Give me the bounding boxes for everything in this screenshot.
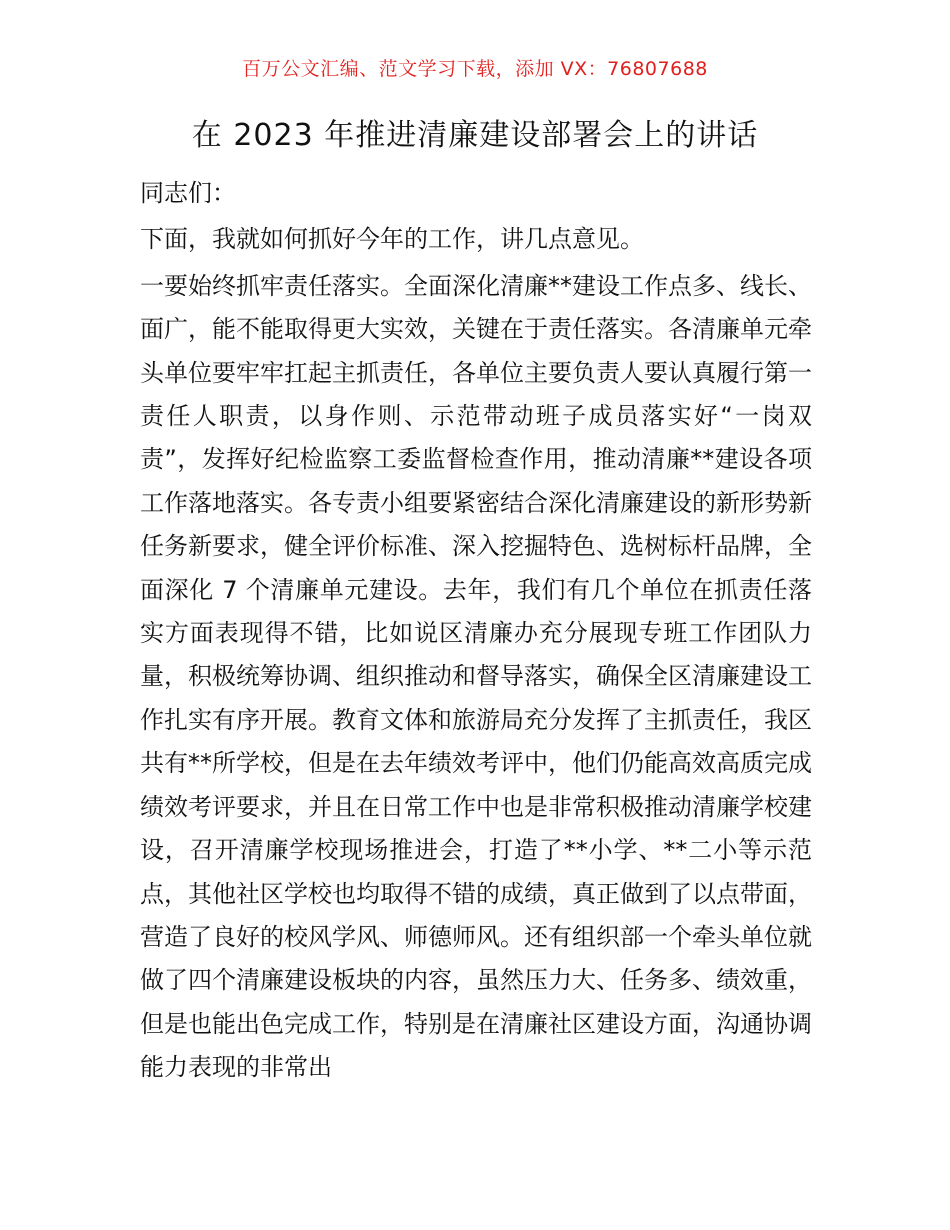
greeting: 同志们： <box>140 179 236 207</box>
paragraph: 下面，我就如何抓好今年的工作，讲几点意见。 <box>140 225 644 254</box>
document-body <box>140 172 812 1090</box>
document-title: 在 2023 年推进清廉建设部署会上的讲话 <box>191 118 759 153</box>
header-watermark: 百万公文汇编、范文学习下载，添加 VX：76807688 <box>242 58 708 80</box>
paragraph: 一要始终抓牢责任落实。全面深化清廉**建设工作点多、线长、面广，能不能取得更大实效，关键在于责任落实。各清廉单元牵头单位要牢牢扛起主抓责任，各单位主要负责人要认真履行第一责任人职责，以身作则、示范带动班子成员落实好“一岗双责”，发挥好纪检监察工委监督检查作用，推动清廉**建设各项工作落地落实。各专责小组要紧密结合深化清廉建设的新形势新任务新要求，健全评价标准、深入挖掘特色、选树标杆品牌，全面深化 7 个清廉单元建设。去年，我们有几个单位在抓责任落实方面表现得不错，比如说区清廉办充分展现专班工作团队力量，积极统筹协调、组织推动和督导落实，确保全区清廉建设工作扎实有序开展。教育文体和旅游局充分发挥了主抓责任，我区共有**所学校，但是在去年绩效考评中，他们仍能高效高质完成绩效考评要求，并且在日常工作中也是非常积极推动清廉学校建设，召开清廉学校现场推进会，打造了**小学、**二小等示范点，其他社区学校也均取得不错的成绩，真正做到了以点带面，营造了良好的校风学风、师德师风。还有组织部一个牵头单位就做了四个清廉建设板块的内容，虽然压力大、任务多、绩效重，但是也能出色完成工作，特别是在清廉社区建设方面，沟通协调能力表现的非常出 <box>140 271 812 1082</box>
